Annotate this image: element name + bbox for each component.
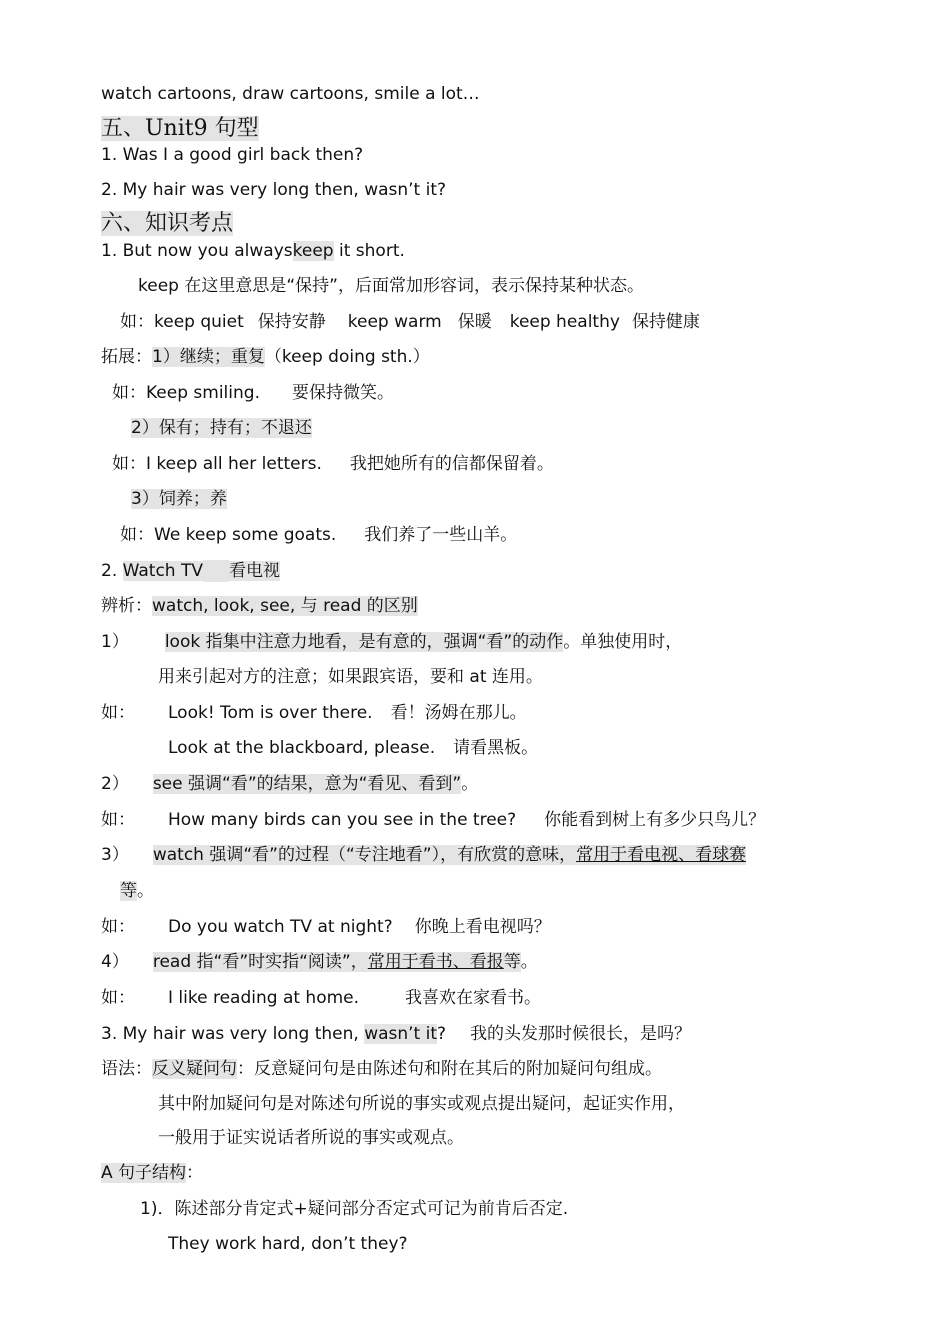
look-example-1: 如： Look! Tom is over there. 看！汤姆在那儿。: [101, 703, 527, 723]
structure-rule-1-example: They work hard, don’t they?: [168, 1234, 408, 1254]
see-definition: 2） see 强调“看”的结果，意为“看见、看到”。: [101, 774, 479, 794]
extension-2: 2）保有；持有；不退还: [131, 418, 312, 438]
sentence-2: 2. My hair was very long then, wasn’t it?: [101, 180, 447, 200]
extension-line: 拓展：1）继续；重复（keep doing sth.）: [101, 347, 430, 367]
look-definition: 1） look 指集中注意力地看，是有意的，强调“看”的动作。单独使用时，: [101, 632, 683, 652]
point-1-note: keep 在这里意思是“保持”，后面常加形容词，表示保持某种状态。: [138, 276, 644, 296]
watch-definition: 3） watch 强调“看”的过程（“专注地看”），有欣赏的意味，常用于看电视、看球赛: [101, 845, 747, 865]
look-example-2: Look at the blackboard, please. 请看黑板。: [168, 738, 539, 758]
structure-rule-1: 1)．陈述部分肯定式+疑问部分否定式可记为前肯后否定.: [140, 1199, 569, 1219]
distinction-heading: 辨析：watch, look, see, 与 read 的区别: [101, 596, 418, 616]
watch-example: 如： Do you watch TV at night? 你晚上看电视吗？: [101, 917, 551, 937]
point-2: 2. Watch TV 看电视: [101, 561, 280, 581]
grammar-line-2: 其中附加疑问句是对陈述句所说的事实或观点提出疑问，起证实作用，: [158, 1094, 685, 1114]
sentence-1: 1. Was I a good girl back then?: [101, 145, 364, 165]
extension-3-example: 如：We keep some goats. 我们养了一些山羊。: [120, 525, 518, 545]
vocab-line: watch cartoons, draw cartoons, smile a lot…: [101, 84, 480, 104]
read-definition: 4） read 指“看”时实指“阅读”，常用于看书、看报等。: [101, 952, 538, 972]
look-definition-cont: 用来引起对方的注意；如果跟宾语，要和 at 连用。: [158, 667, 543, 687]
read-example: 如： I like reading at home. 我喜欢在家看书。: [101, 988, 542, 1008]
extension-2-example: 如：I keep all her letters. 我把她所有的信都保留着。: [112, 454, 554, 474]
section-heading-knowledge: 六、知识考点: [101, 211, 234, 236]
extension-1-example: 如：Keep smiling. 要保持微笑。: [112, 383, 394, 403]
structure-heading: A 句子结构：: [101, 1163, 204, 1183]
point-3: 3. My hair was very long then, wasn’t it? 我的头发那时候很长，是吗？: [101, 1024, 692, 1044]
point-1-sentence: 1. But now you alwayskeep it short.: [101, 241, 405, 261]
section-heading-unit9: 五、Unit9 句型: [101, 116, 259, 141]
extension-3: 3）饲养；养: [131, 489, 227, 509]
point-1-examples: 如：keep quiet 保持安静 keep warm 保暖 keep healthy 保持健康: [120, 312, 700, 332]
see-example: 如： How many birds can you see in the tree? 你能看到树上有多少只鸟儿？: [101, 810, 766, 830]
watch-definition-cont: 等。: [120, 881, 154, 901]
grammar-line-3: 一般用于证实说话者所说的事实或观点。: [158, 1128, 464, 1148]
grammar-line-1: 语法：反义疑问句：反意疑问句是由陈述句和附在其后的附加疑问句组成。: [101, 1059, 662, 1079]
